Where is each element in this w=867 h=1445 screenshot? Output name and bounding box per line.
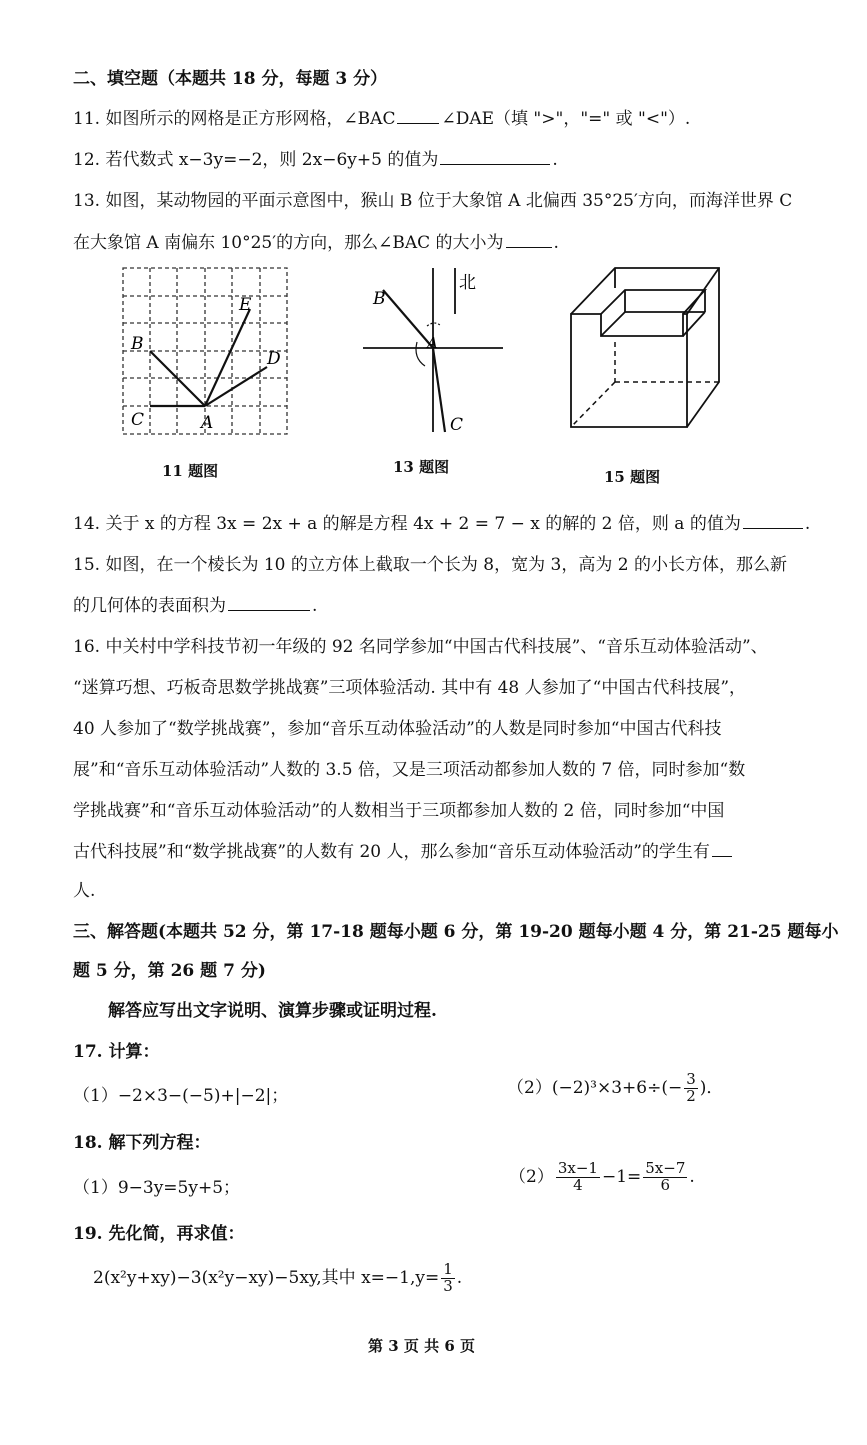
question-13-line-1: 13. 如图，某动物园的平面示意图中，猴山 B 位于大象馆 A 北偏西 35°25′方向，而海洋世界 C <box>73 191 793 211</box>
q19-frac-numerator: 1 <box>443 1260 453 1278</box>
q14-text-a: 14. 关于 x 的方程 3x = 2x + a 的解是方程 4x + 2 = 7 − x 的解的 2 倍，则 a 的值为 <box>73 514 741 534</box>
section-3-heading-line-2: 题 5 分，第 26 题 7 分) <box>73 961 266 981</box>
section-3-note: 解答应写出文字说明、演算步骤或证明过程. <box>108 1001 437 1021</box>
question-17-part-1: （1）−2×3−(−5)+|−2|； <box>73 1086 289 1106</box>
question-15-line-1: 15. 如图，在一个棱长为 10 的立方体上截取一个长为 8，宽为 3，高为 2 的小长方体，那么新 <box>73 555 787 575</box>
grid-lines <box>123 268 287 434</box>
q12-text-a: 12. 若代数式 x−3y=−2，则 2x−6y+5 的值为 <box>73 150 439 170</box>
figure-15-cube <box>565 262 725 442</box>
question-14 <box>73 509 810 534</box>
q14-text-b: . <box>804 514 811 534</box>
ray-ac <box>433 348 445 432</box>
question-18-part-2 <box>509 1161 695 1194</box>
section-2-heading: 二、填空题（本题共 18 分，每题 3 分） <box>73 69 388 89</box>
q15-text-b: . <box>312 596 318 616</box>
question-19-expression <box>93 1262 462 1295</box>
figure-11-caption: 11 题图 <box>162 462 219 480</box>
q17-frac-numerator: 3 <box>686 1070 696 1088</box>
q18-frac1-denominator: 4 <box>573 1175 583 1194</box>
question-17-title: 17. 计算： <box>73 1042 160 1062</box>
question-18-part-1: （1）9−3y=5y+5； <box>73 1178 241 1198</box>
question-16-line-2: “迷算巧想、巧板奇思数学挑战赛”三项体验活动. 其中有 48 人参加了“中国古代科技展”， <box>73 678 747 698</box>
figure-13-compass <box>355 262 510 437</box>
q18-p2-mid: −1= <box>601 1166 642 1187</box>
q19-frac-denominator: 3 <box>443 1276 453 1295</box>
q11-text-b: ∠DAE（填 ">"，"=" 或 "<"）. <box>441 109 691 129</box>
question-19-title: 19. 先化简，再求值： <box>73 1224 245 1244</box>
q18-frac1-numerator: 3x−1 <box>557 1159 598 1177</box>
q11-answer-blank[interactable] <box>397 109 439 124</box>
q18-p2-label: （2） <box>509 1166 554 1187</box>
label-c: C <box>450 415 464 435</box>
question-16-line-5: 学挑战赛”和“音乐互动体验活动”的人数相当于三项都参加人数的 2 倍，同时参加“中国 <box>73 801 725 821</box>
q18-fraction-2 <box>643 1161 687 1194</box>
q16-answer-blank[interactable] <box>712 842 732 857</box>
question-16-line-7: 人. <box>73 881 96 901</box>
q17-frac-denominator: 2 <box>686 1086 696 1105</box>
question-17-part-2 <box>507 1072 723 1105</box>
label-a: A <box>427 334 438 352</box>
label-b: B <box>373 289 386 309</box>
q19-expr-text: 2(x²y+xy)−3(x²y−xy)−5xy,其中 x=−1,y= <box>93 1267 440 1288</box>
q18-fraction-1 <box>556 1161 600 1194</box>
q18-frac2-numerator: 5x−7 <box>645 1159 686 1177</box>
q12-answer-blank[interactable] <box>440 150 550 165</box>
label-c: C <box>131 410 145 430</box>
angle-arc-north <box>427 323 441 326</box>
q14-answer-blank[interactable] <box>743 514 803 529</box>
question-16-line-3: 40 人参加了“数学挑战赛”，参加“音乐互动体验活动”的人数是同时参加“中国古代科技 <box>73 719 722 739</box>
question-15-line-2 <box>73 591 317 616</box>
figure-13-caption: 13 题图 <box>393 458 450 476</box>
page-number-footer: 第 3 页 共 6 页 <box>368 1337 475 1355</box>
label-d: D <box>267 349 281 369</box>
q11-text-a: 11. 如图所示的网格是正方形网格，∠BAC <box>73 109 396 129</box>
q18-p2-end: . <box>689 1166 695 1187</box>
notch-inner-edge <box>601 312 625 336</box>
q17-p2-text-a: （2）(−2)³×3+6÷(− <box>507 1077 683 1098</box>
question-16-line-1: 16. 中关村中学科技节初一年级的 92 名同学参加“中国古代科技展”、“音乐互动体验活动”、 <box>73 637 768 657</box>
angle-arc-bac <box>416 342 425 366</box>
question-18-title: 18. 解下列方程： <box>73 1133 211 1153</box>
figure-11-grid <box>115 262 295 442</box>
q13-text-b: . <box>553 233 559 253</box>
q12-text-b: . <box>552 150 558 170</box>
section-3-heading-line-1: 三、解答题(本题共 52 分，第 17-18 题每小题 6 分，第 19-20 题每小题 4 分，第 21-25 题每小 <box>73 922 839 942</box>
label-e: E <box>239 295 252 315</box>
label-b: B <box>131 334 144 354</box>
cube-right-top-edges <box>571 268 719 427</box>
ray-ab <box>383 290 433 348</box>
figure-15-caption: 15 题图 <box>604 468 661 486</box>
q13-text-a: 在大象馆 A 南偏东 10°25′的方向，那么∠BAC 的大小为 <box>73 233 504 253</box>
question-16-line-6 <box>73 837 734 862</box>
label-north: 北 <box>459 273 476 293</box>
question-11 <box>73 104 690 129</box>
question-16-line-4: 展”和“音乐互动体验活动”人数的 3.5 倍，又是三项活动都参加人数的 7 倍，同时参加“数 <box>73 760 746 780</box>
q15-answer-blank[interactable] <box>228 596 310 611</box>
question-13-line-2 <box>73 228 559 253</box>
q19-fraction <box>441 1262 455 1295</box>
q17-p2-text-b: )． <box>699 1077 724 1098</box>
q16-text-line6: 古代科技展”和“数学挑战赛”的人数有 20 人，那么参加“音乐互动体验活动”的学生有 <box>73 842 710 862</box>
q17-fraction <box>684 1072 698 1105</box>
question-12 <box>73 145 558 170</box>
q19-expr-end: . <box>456 1267 463 1288</box>
q15-text-a: 的几何体的表面积为 <box>73 596 226 616</box>
label-a: A <box>201 413 214 433</box>
q13-answer-blank[interactable] <box>506 233 552 248</box>
q18-frac2-denominator: 6 <box>660 1175 671 1194</box>
